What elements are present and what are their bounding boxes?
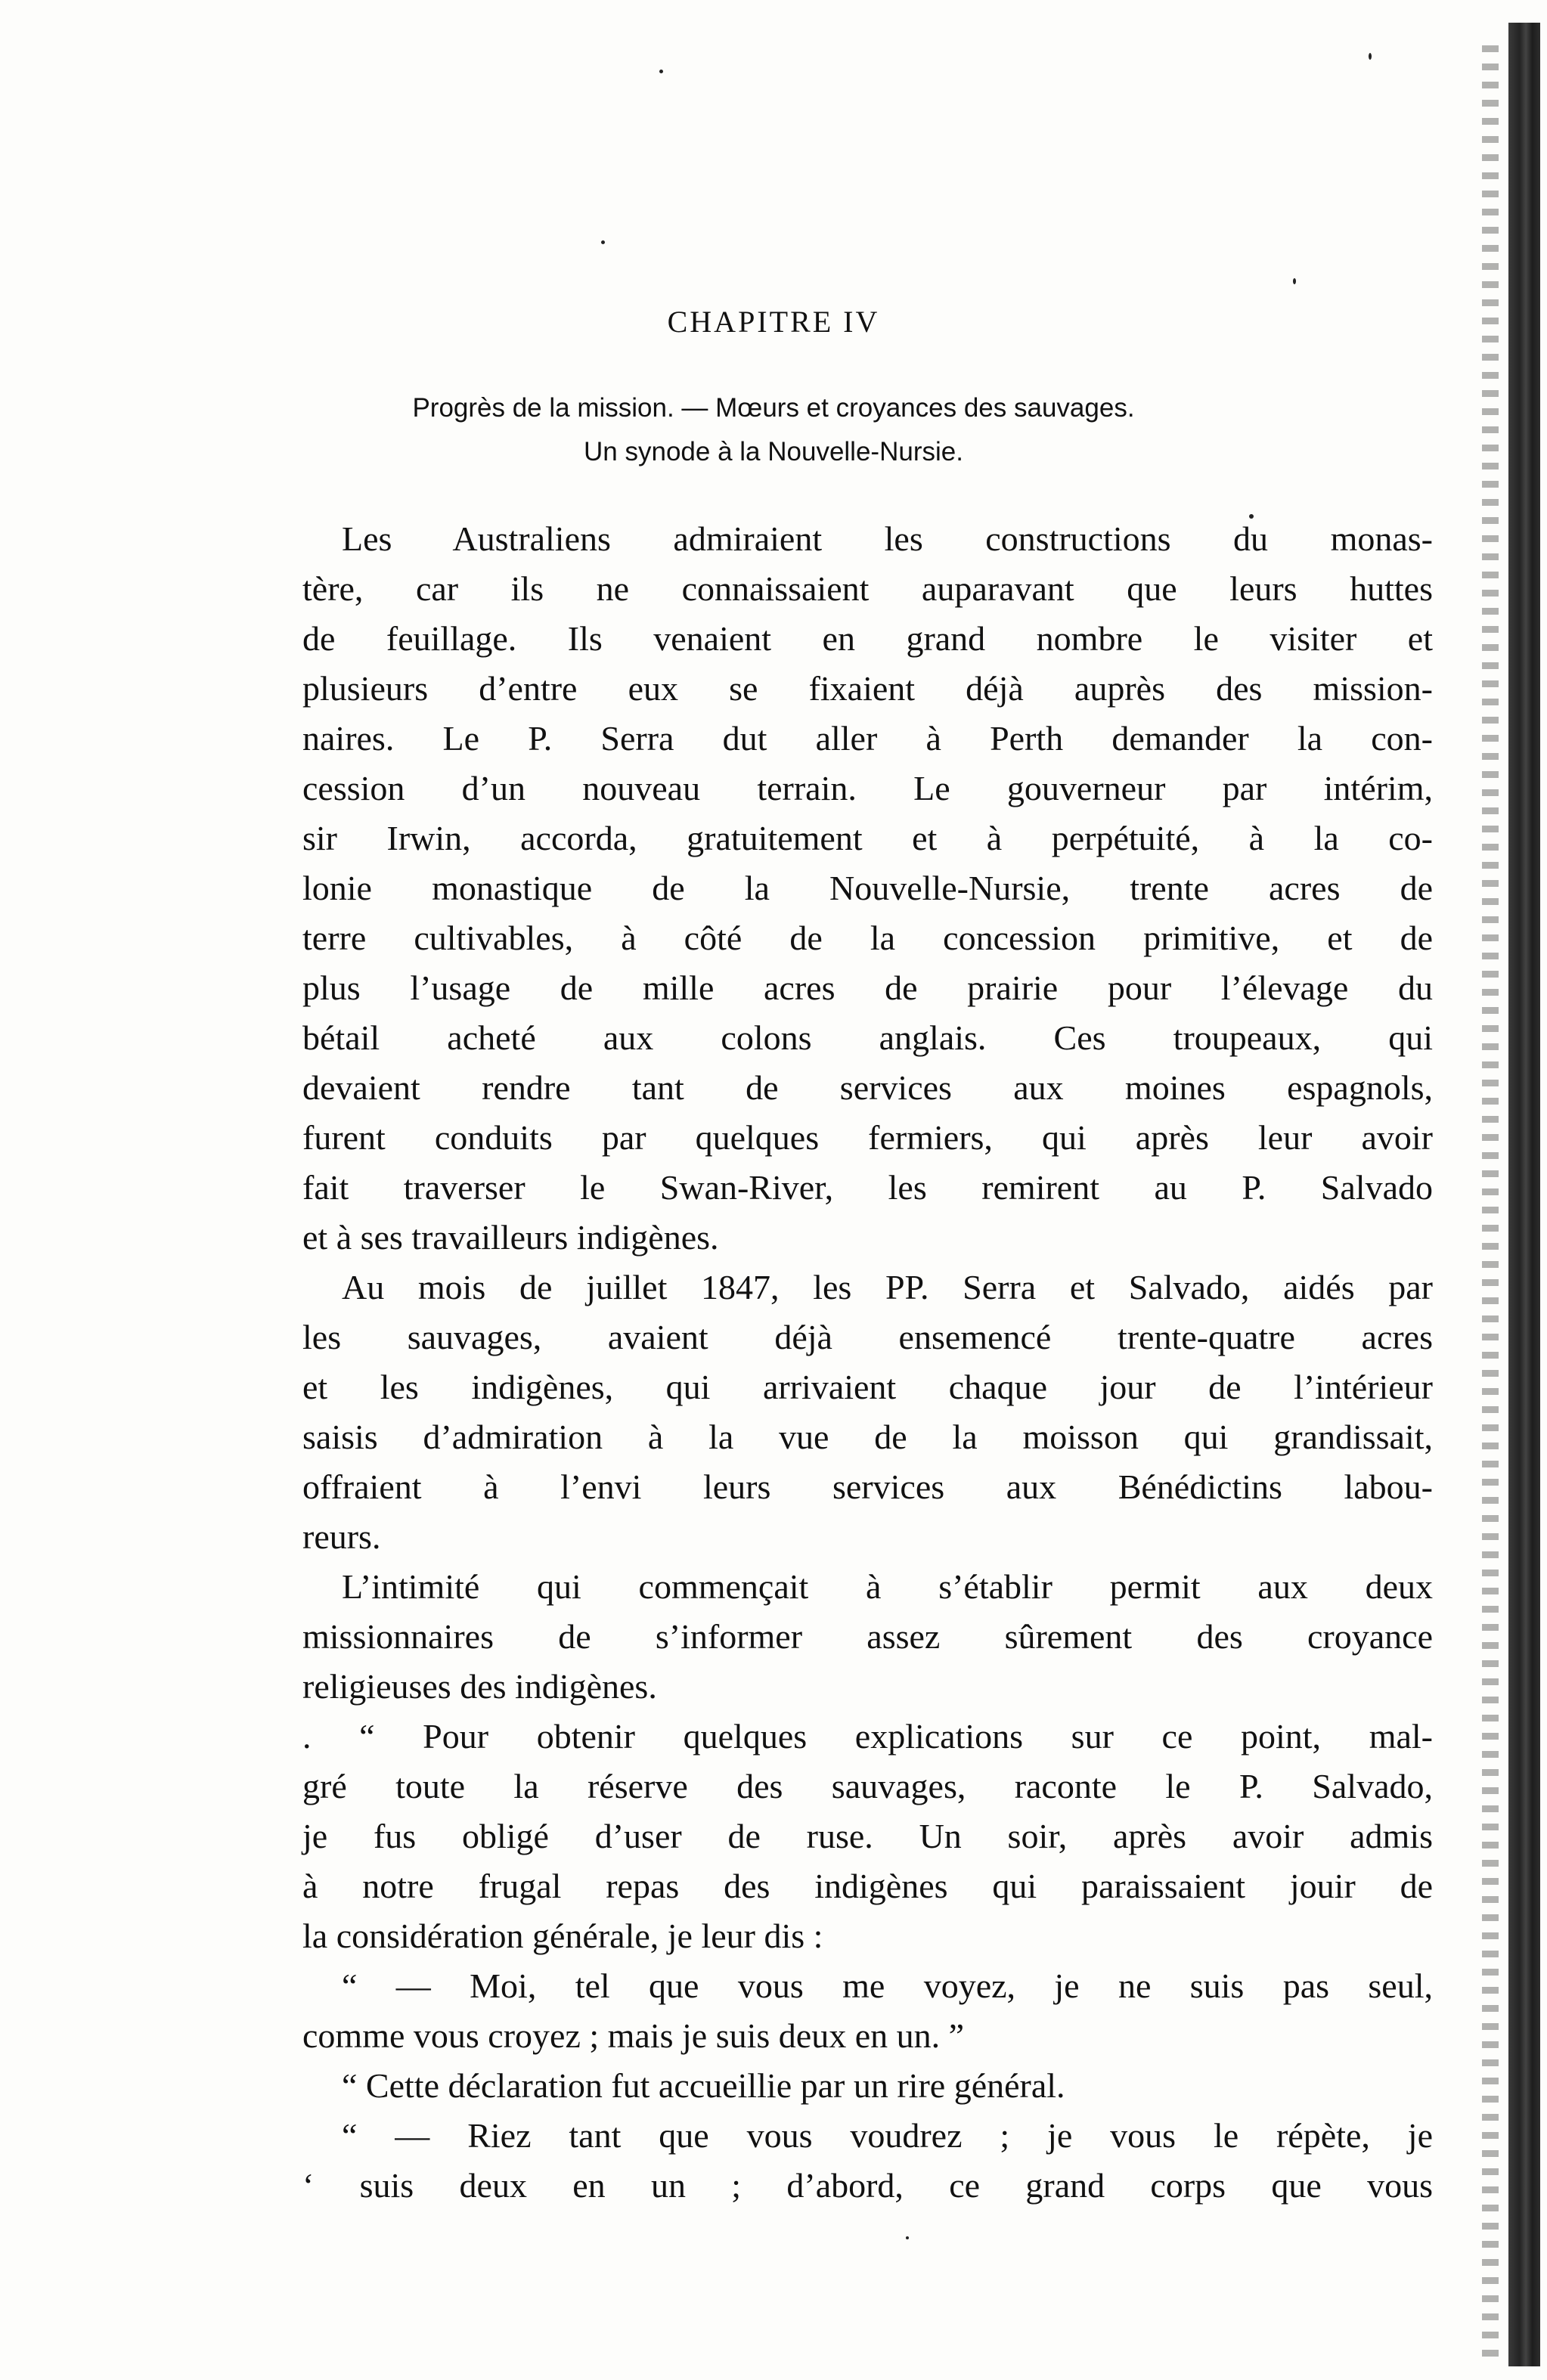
text-line: les sauvages, avaient déjà ensemencé trente-quatre acres xyxy=(302,1318,1433,1356)
body-paragraph-7 xyxy=(302,2111,1433,2211)
text-line: et à ses travailleurs indigènes. xyxy=(302,1218,719,1257)
scan-speck xyxy=(906,2236,909,2239)
scan-speck xyxy=(1293,278,1296,284)
text-line: je fus obligé d’user de ruse. Un soir, après avoir admis xyxy=(302,1817,1433,1855)
text-line: plusieurs d’entre eux se fixaient déjà auprès des mission- xyxy=(302,669,1433,708)
text-line: “ — Moi, tel que vous me voyez, je ne suis pas seul, xyxy=(342,1966,1433,2005)
text-line: furent conduits par quelques fermiers, qui après leur avoir xyxy=(302,1118,1433,1157)
text-line: sir Irwin, accorda, gratuitement et à perpétuité, à la co- xyxy=(302,819,1433,857)
text-line: devaient rendre tant de services aux moines espagnols, xyxy=(302,1068,1433,1107)
text-line: “ — Riez tant que vous voudrez ; je vous le répète, je xyxy=(342,2116,1433,2155)
text-line: de feuillage. Ils venaient en grand nombre le visiter et xyxy=(302,619,1433,658)
text-line: religieuses des indigènes. xyxy=(302,1667,657,1706)
chapter-title: CHAPITRE IV xyxy=(667,305,880,339)
text-line: Les Australiens admiraient les constructions du monas- xyxy=(342,519,1433,558)
text-line: naires. Le P. Serra dut aller à Perth demander la con- xyxy=(302,719,1433,758)
text-line: fait traverser le Swan-River, les remirent au P. Salvado xyxy=(302,1168,1433,1207)
text-line: “ Cette déclaration fut accueillie par un rire général. xyxy=(342,2066,1065,2105)
body-paragraph-2 xyxy=(302,1263,1433,1562)
body-paragraph-4 xyxy=(302,1712,1433,1961)
chapter-subtitle-line-2: Un synode à la Nouvelle-Nursie. xyxy=(584,437,963,466)
text-line: L’intimité qui commençait à s’établir permit aux deux xyxy=(342,1567,1433,1606)
body-paragraph-6 xyxy=(302,2061,1433,2111)
text-line: offraient à l’envi leurs services aux Bénédictins labou- xyxy=(302,1467,1433,1506)
text-line: terre cultivables, à côté de la concession primitive, et de xyxy=(302,919,1433,957)
body-paragraph-1 xyxy=(302,514,1433,1263)
text-line: saisis d’admiration à la vue de la moisson qui grandissait, xyxy=(302,1418,1433,1456)
text-line: lonie monastique de la Nouvelle-Nursie, trente acres de xyxy=(302,869,1433,907)
text-line: cession d’un nouveau terrain. Le gouverneur par intérim, xyxy=(302,769,1433,807)
text-line: à notre frugal repas des indigènes qui paraissaient jouir de xyxy=(302,1867,1433,1905)
text-line: plus l’usage de mille acres de prairie pour l’élevage du xyxy=(302,968,1433,1007)
text-line: reurs. xyxy=(302,1517,381,1556)
text-line: la considération générale, je leur dis : xyxy=(302,1917,823,1955)
text-line: tère, car ils ne connaissaient auparavant que leurs huttes xyxy=(302,569,1433,608)
scan-speck xyxy=(1369,53,1372,60)
chapter-subtitle-line-1: Progrès de la mission. — Mœurs et croyances des sauvages. xyxy=(412,393,1135,423)
text-line: ‘ suis deux en un ; d’abord, ce grand corps que vous xyxy=(302,2166,1433,2205)
text-line: comme vous croyez ; mais je suis deux en un. ” xyxy=(302,2016,965,2055)
text-line: . “ Pour obtenir quelques explications sur ce point, mal- xyxy=(302,1717,1433,1756)
text-line: Au mois de juillet 1847, les PP. Serra et Salvado, aidés par xyxy=(342,1268,1433,1306)
body-paragraph-5 xyxy=(302,1961,1433,2061)
body-paragraph-3 xyxy=(302,1562,1433,1712)
text-line: bétail acheté aux colons anglais. Ces troupeaux, qui xyxy=(302,1018,1433,1057)
page-edge-shadow xyxy=(1508,23,1540,2366)
text-line: missionnaires de s’informer assez sûrement des croyance xyxy=(302,1617,1433,1656)
scan-speck xyxy=(659,70,663,73)
page-edge-texture xyxy=(1482,45,1499,2359)
text-line: et les indigènes, qui arrivaient chaque jour de l’intérieur xyxy=(302,1368,1433,1406)
text-line: gré toute la réserve des sauvages, raconte le P. Salvado, xyxy=(302,1767,1433,1805)
scan-speck xyxy=(601,240,605,244)
